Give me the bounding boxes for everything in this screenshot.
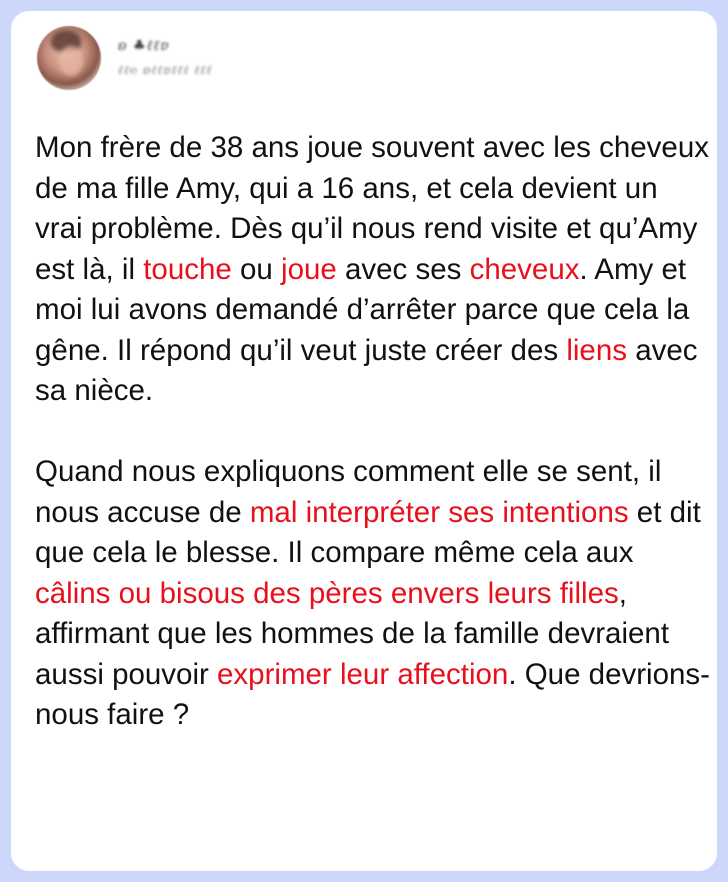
text-segment: , affirmant que les hommes de la famille devraient aussi pouvoir bbox=[35, 576, 670, 691]
highlighted-word: touche bbox=[143, 252, 232, 286]
text-segment: et dit que cela le blesse. Il compare même cela aux bbox=[35, 495, 701, 569]
text-segment: avec sa nièce. bbox=[35, 333, 698, 407]
highlighted-word: joue bbox=[281, 252, 337, 286]
highlighted-phrase: câlins ou bisous des pères envers leurs filles bbox=[35, 576, 619, 610]
highlighted-phrase: exprimer leur affection bbox=[217, 657, 509, 691]
text-segment: Quand nous expliquons comment elle se sent, il nous accuse de bbox=[35, 455, 662, 529]
avatar[interactable] bbox=[37, 26, 101, 90]
text-segment: . Amy et moi lui avons demandé d’arrêter parce que cela la gêne. Il répond qu’il veut juste créer des bbox=[35, 252, 690, 367]
post-card bbox=[11, 11, 717, 871]
text-segment: Mon frère de 38 ans joue souvent avec les cheveux de ma fille Amy, qui a 16 ans, et cela devient un vrai problème. Dès qu’il nous rend visite et qu’Amy est là, il bbox=[35, 131, 709, 286]
highlighted-word: liens bbox=[566, 333, 627, 367]
highlighted-word: cheveux bbox=[469, 252, 580, 286]
paragraph-1 bbox=[35, 128, 711, 412]
text-segment: avec ses bbox=[336, 252, 470, 286]
highlighted-phrase: mal interpréter ses intentions bbox=[249, 495, 629, 529]
author-handle: ℓℓ℮ ʚℓℓɐℓℓℓ ℓℓℓ bbox=[118, 63, 213, 77]
author-name[interactable]: ʚ ♣ℓℓɐ bbox=[118, 38, 170, 54]
paragraph-2 bbox=[35, 452, 711, 736]
post-body bbox=[35, 128, 711, 736]
text-segment: ou bbox=[231, 252, 282, 286]
avatar-face bbox=[59, 46, 83, 76]
text-segment: . Que devrions-nous faire ? bbox=[35, 657, 711, 731]
